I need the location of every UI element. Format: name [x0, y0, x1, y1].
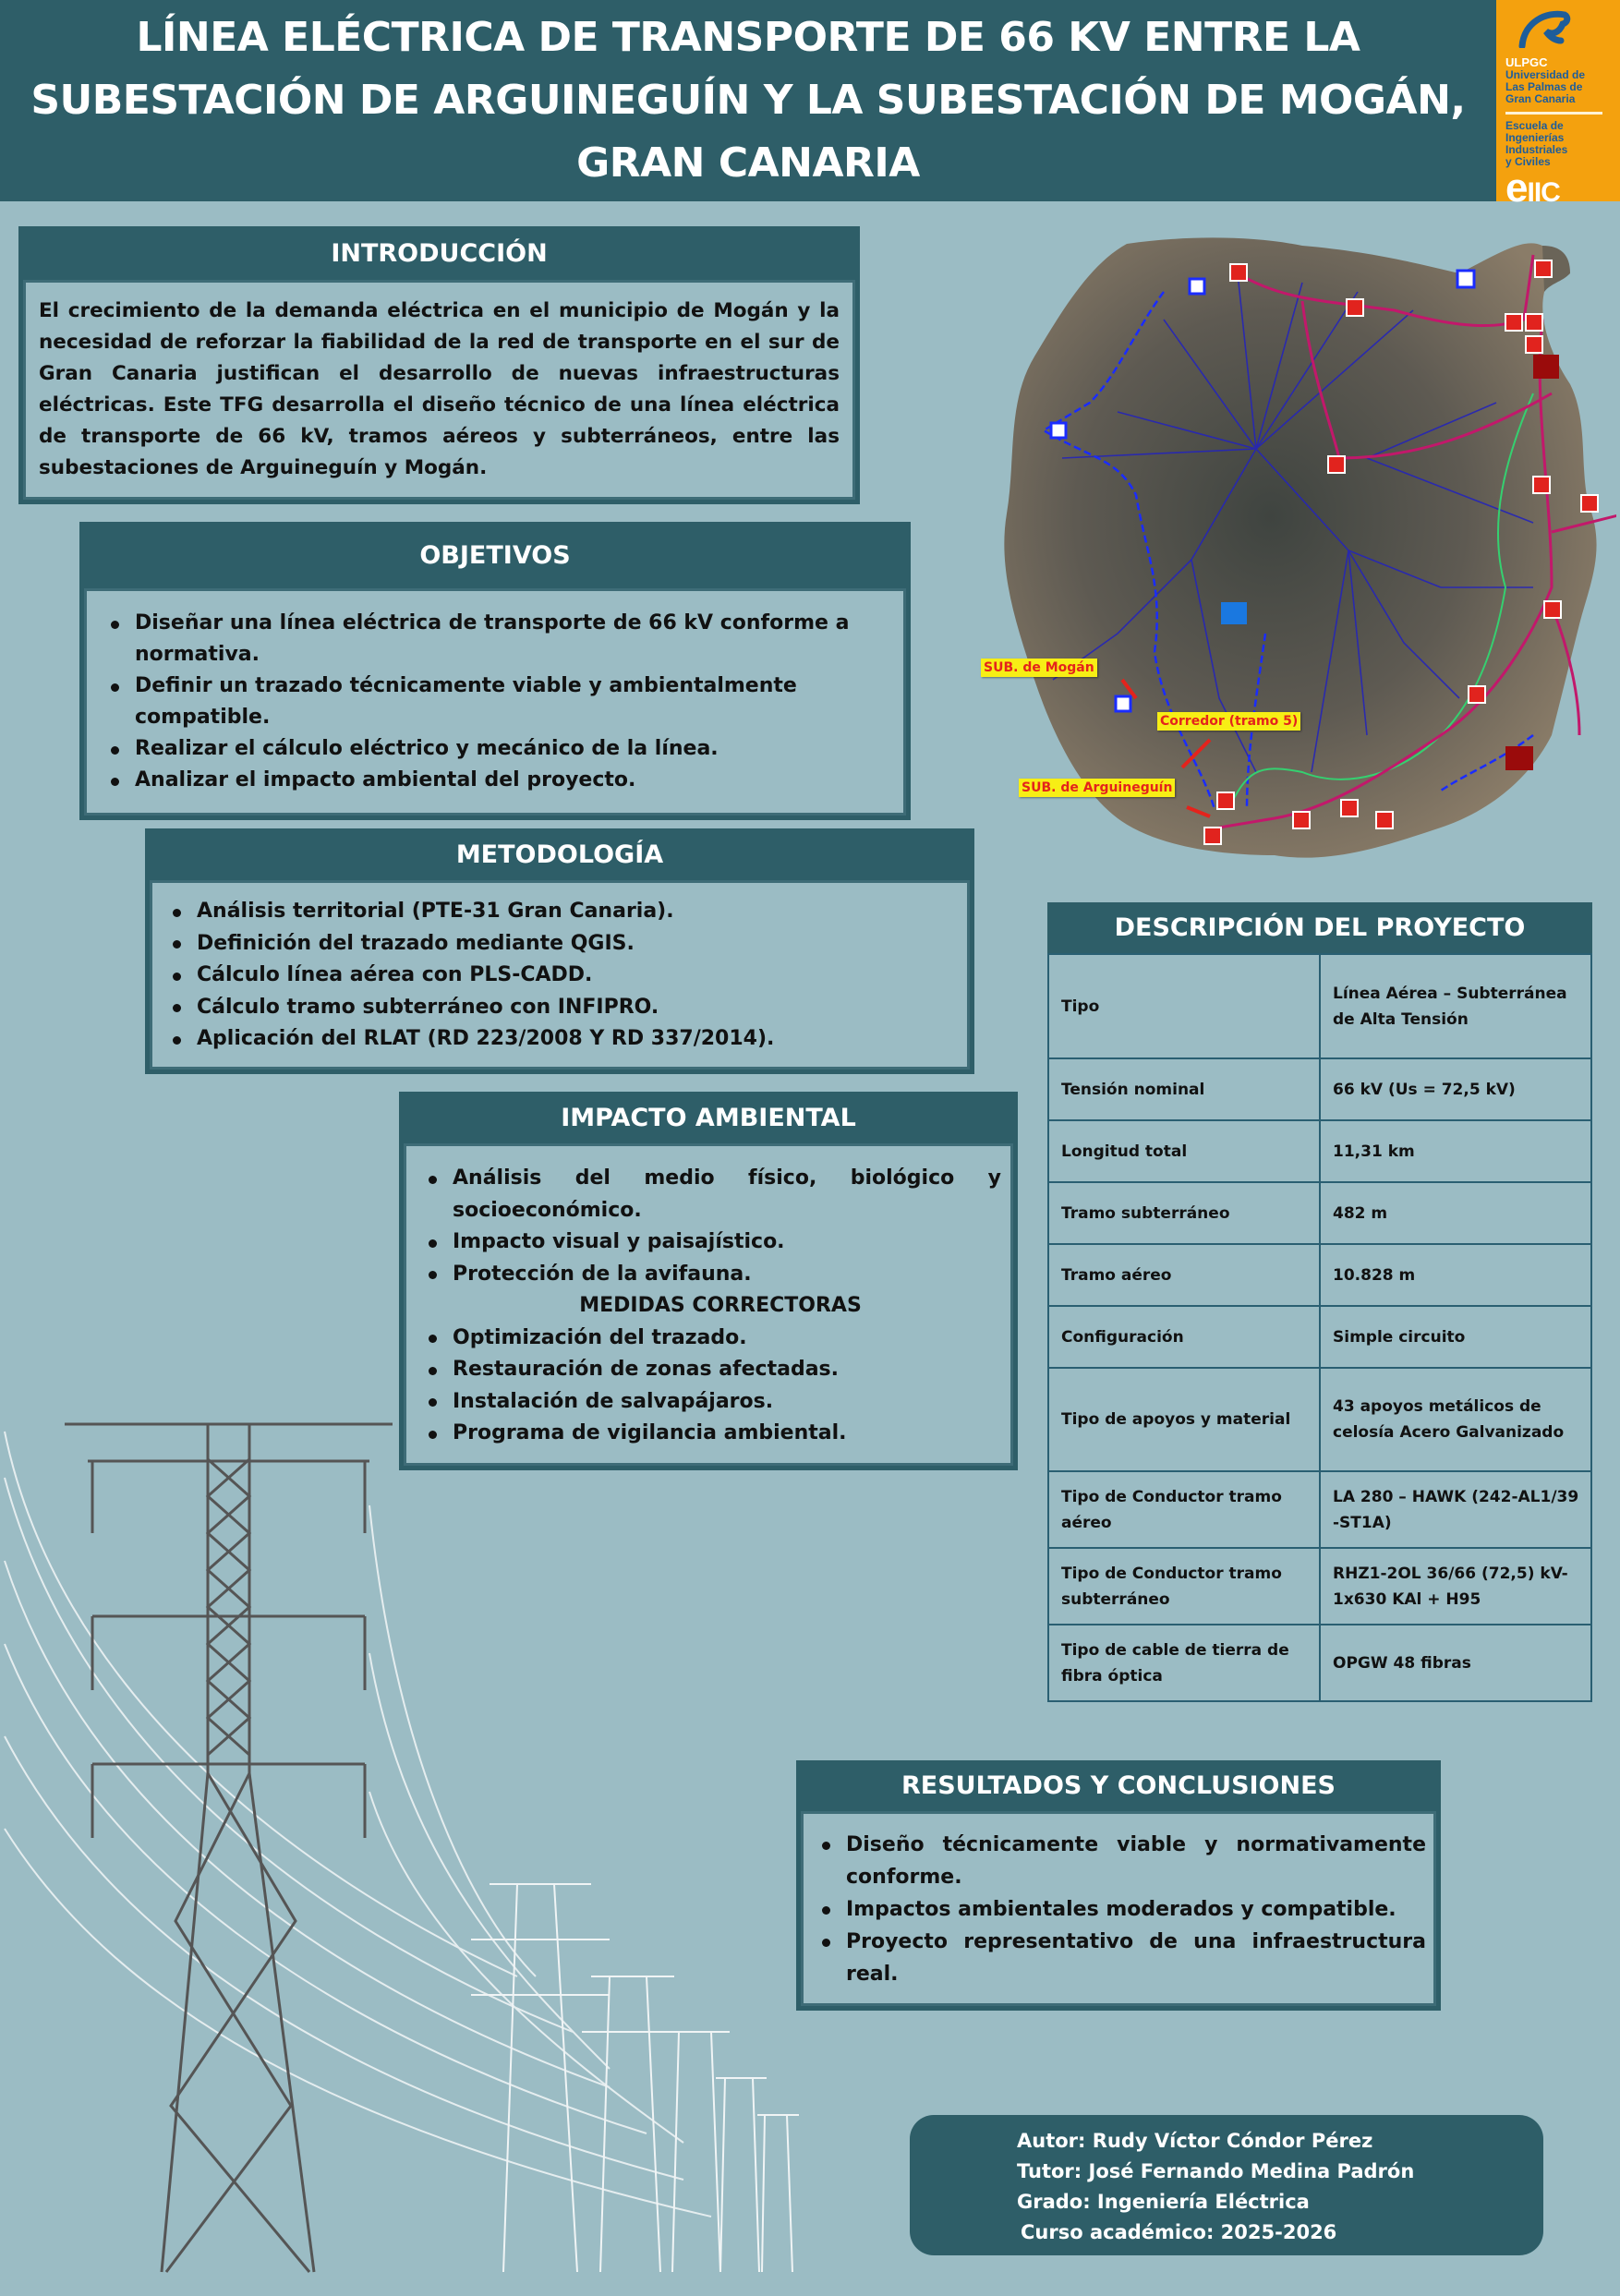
table-value: LA 280 – HAWK (242-AL1/39 -ST1A): [1320, 1471, 1591, 1548]
table-row: [1048, 1625, 1591, 1701]
logo-university: Universidad de Las Palmas de Gran Canaria: [1505, 68, 1586, 105]
section-title: DESCRIPCIÓN DEL PROYECTO: [1047, 902, 1592, 953]
list-item: Impacto visual y paisajístico.: [421, 1227, 1001, 1259]
table-row: [1048, 1058, 1591, 1120]
list-item: Programa de vigilancia ambiental.: [421, 1418, 1001, 1450]
table-row: [1048, 1244, 1591, 1306]
list-item: Análisis territorial (PTE-31 Gran Canaria).: [165, 896, 949, 928]
section-body: [801, 1811, 1436, 2006]
list-item: Aplicación del RLAT (RD 223/2008 Y RD 337/2014).: [165, 1023, 949, 1056]
distant-towers: [471, 1884, 799, 2272]
table-value: Línea Aérea – Subterránea de Alta Tensión: [1320, 954, 1591, 1058]
list-item: Optimización del trazado.: [421, 1323, 1001, 1355]
ulpgc-arc-icon: [1518, 9, 1572, 48]
section-title: RESULTADOS Y CONCLUSIONES: [901, 1771, 1336, 1800]
table-value: 11,31 km: [1320, 1120, 1591, 1182]
intro-paragraph: El crecimiento de la demanda eléctrica en el municipio de Mogán y la necesidad de reforzar la fiabilidad de la red de transporte en el sur de Gran Canaria justifican el desarrollo de nuevas infraestructuras eléctricas. Este TFG desarrolla el diseño técnico de una línea eléctrica de transporte de 66 kV, tramos aéreos y subterráneos, entre las subestaciones de Arguineguín y Mogán.: [39, 299, 840, 479]
project-table: [1047, 953, 1592, 1702]
table-key: Tipo de apoyos y material: [1048, 1368, 1320, 1471]
logo-eiic-mark: eIIC: [1505, 165, 1560, 211]
table-row: [1048, 1368, 1591, 1471]
list-item: Analizar el impacto ambiental del proyecto.: [103, 765, 885, 796]
table-value: 482 m: [1320, 1182, 1591, 1244]
pylon-drawing: [0, 1404, 831, 2291]
table-value: 66 kV (Us = 72,5 kV): [1320, 1058, 1591, 1120]
list-item: Restauración de zonas afectadas.: [421, 1354, 1001, 1386]
academic-year-line: Curso académico: 2025-2026: [1021, 2221, 1337, 2243]
table-key: Tipo de Conductor tramo aéreo: [1048, 1471, 1320, 1548]
section-title: METODOLOGÍA: [455, 840, 664, 869]
university-logo: [1496, 0, 1620, 211]
table-value: OPGW 48 fibras: [1320, 1625, 1591, 1701]
list-item: Impactos ambientales moderados y compatible.: [815, 1893, 1426, 1926]
tutor-line: Tutor: José Fernando Medina Padrón: [1017, 2160, 1415, 2182]
section-title: INTRODUCCIÓN: [331, 238, 548, 268]
section-body: [84, 588, 906, 816]
poster-title: LÍNEA ELÉCTRICA DE TRANSPORTE DE 66 KV ENTRE LA SUBESTACIÓN DE ARGUINEGUÍN Y LA SUBESTACIÓN DE MOGÁN, GRAN CANARIA: [30, 14, 1466, 187]
logo-divider: [1505, 112, 1602, 115]
medidas-correctoras-heading: MEDIDAS CORRECTORAS: [579, 1294, 862, 1317]
list-item: Diseño técnicamente viable y normativamente conforme.: [815, 1829, 1426, 1893]
label-sub-mogan: SUB. de Mogán: [981, 659, 1097, 677]
section-descripcion-proyecto: [1047, 902, 1592, 1702]
list-item: Protección de la avifauna.: [421, 1259, 1001, 1291]
table-row: [1048, 1306, 1591, 1368]
label-sub-arguineguin: SUB. de Arguineguín: [1019, 779, 1175, 797]
list-item: Definir un trazado técnicamente viable y ambientalmente compatible.: [103, 671, 885, 733]
table-key: Tramo aéreo: [1048, 1244, 1320, 1306]
objetivos-list: [103, 608, 885, 796]
list-item: Diseñar una línea eléctrica de transporte de 66 kV conforme a normativa.: [103, 608, 885, 671]
list-item: Instalación de salvapájaros.: [421, 1386, 1001, 1419]
impacto-list: [421, 1163, 1001, 1290]
table-key: Tensión nominal: [1048, 1058, 1320, 1120]
table-value: RHZ1-2OL 36/66 (72,5) kV-1x630 KAl + H95: [1320, 1548, 1591, 1625]
list-item: Proyecto representativo de una infraestructura real.: [815, 1926, 1426, 1990]
list-item: Cálculo línea aérea con PLS-CADD.: [165, 960, 949, 992]
main-tower: [65, 1424, 393, 2272]
table-key: Tipo: [1048, 954, 1320, 1058]
gran-canaria-map: [979, 218, 1616, 864]
poster-header: [0, 0, 1496, 201]
transmission-towers-illustration: [0, 1404, 831, 2291]
logo-school: Escuela de Ingenierías Industriales y Civiles: [1505, 119, 1568, 168]
table-row: [1048, 1182, 1591, 1244]
table-key: Tipo de Conductor tramo subterráneo: [1048, 1548, 1320, 1625]
section-introduccion: [18, 226, 860, 504]
table-value: 43 apoyos metálicos de celosía Acero Galvanizado: [1320, 1368, 1591, 1471]
table-row: [1048, 1120, 1591, 1182]
table-value: Simple circuito: [1320, 1306, 1591, 1368]
table-key: Longitud total: [1048, 1120, 1320, 1182]
list-item: Realizar el cálculo eléctrico y mecánico de la línea.: [103, 733, 885, 765]
table-row: [1048, 1471, 1591, 1548]
label-corredor: Corredor (tramo 5): [1157, 712, 1300, 731]
resultados-list: [815, 1829, 1426, 1990]
section-body: [23, 280, 855, 500]
section-title: IMPACTO AMBIENTAL: [561, 1103, 856, 1132]
list-item: Análisis del medio físico, biológico y socioeconómico.: [421, 1163, 1001, 1227]
degree-line: Grado: Ingeniería Eléctrica: [1017, 2191, 1310, 2213]
section-objetivos: [79, 522, 911, 820]
list-item: Definición del trazado mediante QGIS.: [165, 928, 949, 961]
metodologia-list: [165, 896, 949, 1056]
section-body: [150, 880, 970, 1069]
table-value: 10.828 m: [1320, 1244, 1591, 1306]
table-key: Tipo de cable de tierra de fibra óptica: [1048, 1625, 1320, 1701]
list-item: Cálculo tramo subterráneo con INFIPRO.: [165, 992, 949, 1024]
author-line: Autor: Rudy Víctor Cóndor Pérez: [1017, 2130, 1373, 2152]
table-row: [1048, 1548, 1591, 1625]
section-metodologia: [145, 828, 974, 1074]
section-title: OBJETIVOS: [419, 540, 571, 570]
credits-box: [910, 2115, 1543, 2255]
table-row: [1048, 954, 1591, 1058]
section-resultados-conclusiones: [796, 1760, 1441, 2011]
island-map-image: [979, 218, 1616, 864]
table-key: Configuración: [1048, 1306, 1320, 1368]
logo-acronym: ULPGC: [1505, 55, 1548, 69]
table-key: Tramo subterráneo: [1048, 1182, 1320, 1244]
